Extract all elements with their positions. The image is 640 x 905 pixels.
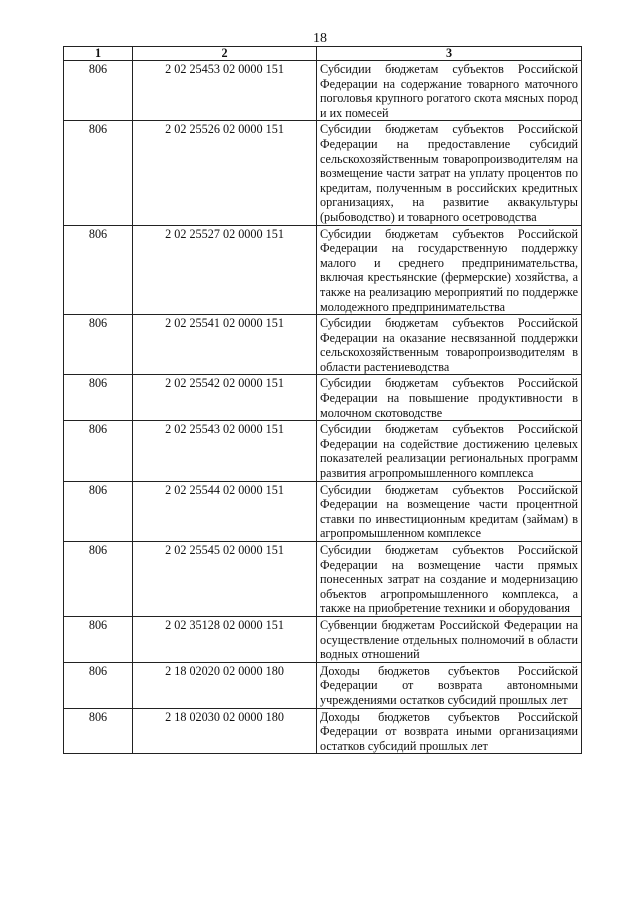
revenue-name: Субсидии бюджетам субъектов Российской Федерации на государственную поддержку малого и среднего предпринимательства, включая крестьянские (фермерские) хозяйства, а также на реализацию мероприятий по поддержке молодежного предпринимательства xyxy=(317,225,582,315)
column-header-1: 1 xyxy=(64,47,133,61)
revenue-name: Доходы бюджетов субъектов Российской Федерации от возврата автономными учреждениями остатков субсидий прошлых лет xyxy=(317,662,582,708)
table-row xyxy=(64,121,582,225)
revenue-name: Субвенции бюджетам Российской Федерации на осуществление отдельных полномочий в области водных отношений xyxy=(317,616,582,662)
administrator-code: 806 xyxy=(64,121,133,225)
administrator-code: 806 xyxy=(64,542,133,617)
revenue-code: 2 02 35128 02 0000 151 xyxy=(133,616,317,662)
table-row xyxy=(64,375,582,421)
administrator-code: 806 xyxy=(64,421,133,481)
revenue-name: Субсидии бюджетам субъектов Российской Федерации на предоставление субсидий сельскохозяйственным товаропроизводителям на возмещение части затрат на уплату процентов по кредитам, полученным в российских кредитных организациях, на развитие аквакультуры (рыбоводство) и товарного осетроводства xyxy=(317,121,582,225)
table-row xyxy=(64,708,582,754)
revenue-code: 2 02 25545 02 0000 151 xyxy=(133,542,317,617)
table-row xyxy=(64,662,582,708)
administrator-code: 806 xyxy=(64,315,133,375)
revenue-code: 2 02 25453 02 0000 151 xyxy=(133,61,317,121)
revenue-name: Субсидии бюджетам субъектов Российской Федерации на оказание несвязанной поддержки сельскохозяйственным товаропроизводителям в области растениеводства xyxy=(317,315,582,375)
revenue-code: 2 18 02030 02 0000 180 xyxy=(133,708,317,754)
table-row xyxy=(64,481,582,541)
revenue-name: Субсидии бюджетам субъектов Российской Федерации на возмещение части процентной ставки по инвестиционным кредитам (займам) в агропромышленном комплексе xyxy=(317,481,582,541)
revenue-name: Субсидии бюджетам субъектов Российской Федерации на возмещение части прямых понесенных затрат на создание и модернизацию объектов агропромышленного комплекса, а также на приобретение техники и оборудования xyxy=(317,542,582,617)
administrator-code: 806 xyxy=(64,225,133,315)
table-row xyxy=(64,616,582,662)
administrator-code: 806 xyxy=(64,616,133,662)
table-row xyxy=(64,225,582,315)
revenue-codes-table xyxy=(63,46,582,754)
column-header-2: 2 xyxy=(133,47,317,61)
revenue-code: 2 02 25541 02 0000 151 xyxy=(133,315,317,375)
revenue-code: 2 02 25526 02 0000 151 xyxy=(133,121,317,225)
revenue-name: Субсидии бюджетам субъектов Российской Федерации на содержание товарного маточного поголовья крупного рогатого скота мясных пород и их помесей xyxy=(317,61,582,121)
administrator-code: 806 xyxy=(64,708,133,754)
administrator-code: 806 xyxy=(64,61,133,121)
table-row xyxy=(64,61,582,121)
revenue-name: Субсидии бюджетам субъектов Российской Федерации на повышение продуктивности в молочном скотоводстве xyxy=(317,375,582,421)
revenue-code: 2 02 25543 02 0000 151 xyxy=(133,421,317,481)
table-row xyxy=(64,315,582,375)
administrator-code: 806 xyxy=(64,375,133,421)
revenue-code: 2 02 25544 02 0000 151 xyxy=(133,481,317,541)
column-header-3: 3 xyxy=(317,47,582,61)
revenue-code: 2 02 25527 02 0000 151 xyxy=(133,225,317,315)
revenue-name: Субсидии бюджетам субъектов Российской Федерации на содействие достижению целевых показателей реализации региональных программ развития агропромышленного комплекса xyxy=(317,421,582,481)
table-header-row xyxy=(64,47,582,61)
table-row xyxy=(64,542,582,617)
revenue-name: Доходы бюджетов субъектов Российской Федерации от возврата иными организациями остатков субсидий прошлых лет xyxy=(317,708,582,754)
revenue-code: 2 02 25542 02 0000 151 xyxy=(133,375,317,421)
page-number: 18 xyxy=(313,31,327,46)
administrator-code: 806 xyxy=(64,662,133,708)
revenue-code: 2 18 02020 02 0000 180 xyxy=(133,662,317,708)
table-row xyxy=(64,421,582,481)
administrator-code: 806 xyxy=(64,481,133,541)
